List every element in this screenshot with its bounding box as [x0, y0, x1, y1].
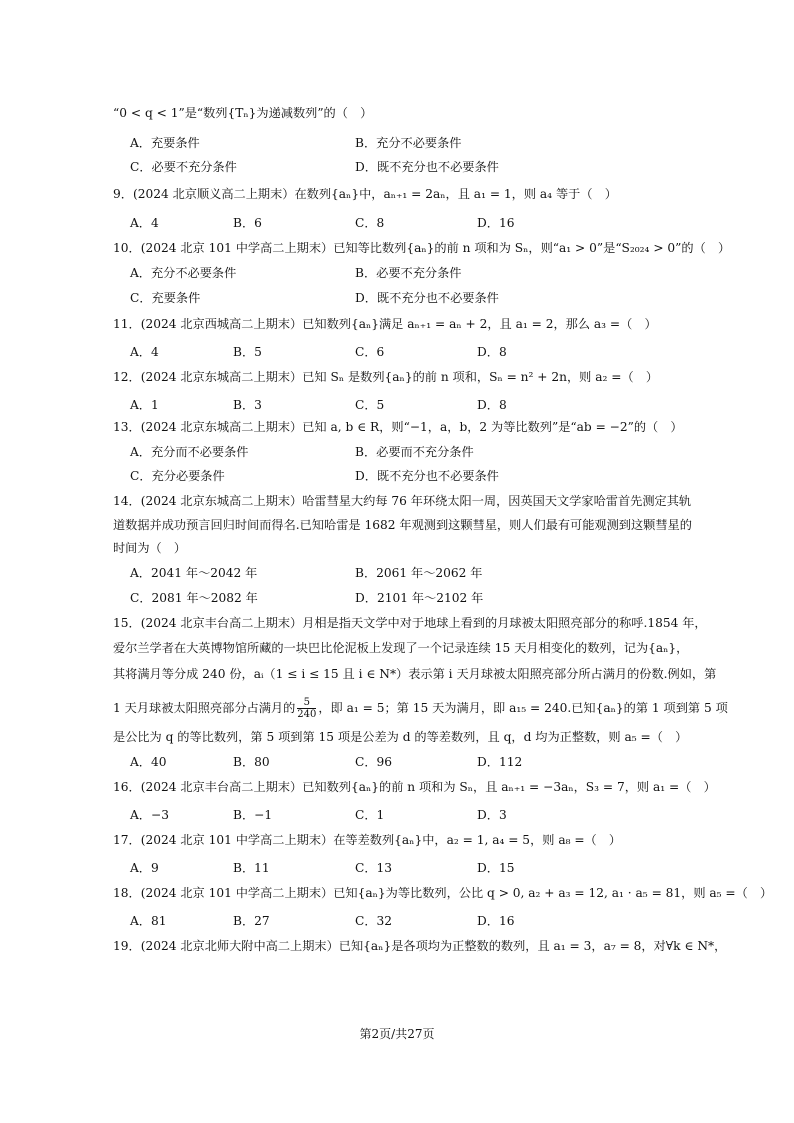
option-c: C．6 — [355, 345, 385, 359]
question-19: 19．(2024 北京北师大附中高二上期末）已知{aₙ}是各项均为正整数的数列，且 a₁ = 3，a₇ = 8，对∀k ∈ N*， — [113, 939, 727, 953]
question-15-line-2: 爱尔兰学者在大英博物馆所藏的一块巴比伦泥板上发现了一个记录连续 15 天月相变化的数列，记为{aₙ}， — [113, 641, 689, 655]
fraction-denominator: 240 — [297, 709, 317, 720]
option-b: B．11 — [233, 861, 270, 875]
option-b: B．必要不充分条件 — [355, 266, 462, 280]
question-11: 11．(2024 北京西城高二上期末）已知数列{aₙ}满足 aₙ₊₁ = aₙ + 2，且 a₁ = 2，那么 a₃ =（ ） — [113, 317, 657, 331]
option-a: A．40 — [130, 755, 167, 769]
option-c: C．必要不充分条件 — [130, 160, 237, 174]
option-a: A．2041 年～2042 年 — [130, 566, 258, 580]
question-16: 16．(2024 北京丰台高二上期末）已知数列{aₙ}的前 n 项和为 Sₙ，且 aₙ₊₁ = −3aₙ，S₃ = 7，则 a₁ =（ ） — [113, 780, 716, 794]
option-c: C．充要条件 — [130, 291, 201, 305]
option-a: A．81 — [130, 914, 167, 928]
option-a: A．4 — [130, 345, 159, 359]
option-a: A．9 — [130, 861, 159, 875]
option-c: C．8 — [355, 216, 385, 230]
option-c: C．5 — [355, 398, 385, 412]
option-c: C．1 — [355, 808, 385, 822]
question-15-line-5: 是公比为 q 的等比数列，第 5 项到第 15 项是公差为 d 的等差数列，且 q，d 均为正整数，则 a₅ =（ ） — [113, 730, 688, 744]
fraction-numerator: 5 — [297, 697, 316, 709]
option-a: A．充要条件 — [130, 136, 200, 150]
option-b: B．充分不必要条件 — [355, 136, 462, 150]
option-b: B．5 — [233, 345, 262, 359]
option-c: C．32 — [355, 914, 393, 928]
fraction-5-240 — [297, 697, 316, 720]
question-stem: “0 < q < 1”是“数列{Tₙ}为递减数列”的（ ） — [113, 106, 373, 120]
question-10: 10．(2024 北京 101 中学高二上期末）已知等比数列{aₙ}的前 n 项和为 Sₙ，则“a₁ > 0”是“S₂₀₂₄ > 0”的（ ） — [113, 241, 731, 255]
question-15-line-1: 15．(2024 北京丰台高二上期末）月相是指天文学中对于地球上看到的月球被太阳照亮部分的称呼.1854 年， — [113, 616, 707, 630]
question-9: 9．(2024 北京顺义高二上期末）在数列{aₙ}中，aₙ₊₁ = 2aₙ，且 a₁ = 1，则 a₄ 等于（ ） — [113, 187, 617, 201]
option-a: A．1 — [130, 398, 159, 412]
question-15-line-3: 其将满月等分成 240 份，aᵢ（1 ≤ i ≤ 15 且 i ∈ N*）表示第 i 天月球被太阳照亮部分所占满月的份数.例如，第 — [113, 667, 717, 681]
option-b: B．27 — [233, 914, 270, 928]
option-d: D．16 — [477, 914, 515, 928]
question-17: 17．(2024 北京 101 中学高二上期末）在等差数列{aₙ}中，a₂ = 1, a₄ = 5，则 a₈ =（ ） — [113, 833, 622, 847]
option-d: D．3 — [477, 808, 507, 822]
option-d: D．8 — [477, 398, 507, 412]
option-c: C．2081 年～2082 年 — [130, 591, 258, 605]
option-d: D．15 — [477, 861, 515, 875]
page-footer: 第2页/共27页 — [359, 1027, 435, 1041]
option-b: B．6 — [233, 216, 262, 230]
question-14-line-3: 时间为（ ） — [113, 541, 187, 555]
option-d: D．8 — [477, 345, 507, 359]
question-18: 18．(2024 北京 101 中学高二上期末）已知{aₙ}为等比数列，公比 q > 0, a₂ + a₃ = 12, a₁ · a₅ = 81，则 a₅ =（ ） — [113, 886, 773, 900]
question-15-line-4-text-a: 1 天月球被太阳照亮部分占满月的 — [113, 701, 296, 715]
option-d: D．既不充分也不必要条件 — [355, 160, 499, 174]
option-b: B．必要而不充分条件 — [355, 445, 474, 459]
question-15-line-4 — [113, 697, 728, 720]
option-c: C．充分必要条件 — [130, 469, 225, 483]
option-d: D．既不充分也不必要条件 — [355, 291, 499, 305]
option-d: D．2101 年～2102 年 — [355, 591, 484, 605]
option-c: C．96 — [355, 755, 393, 769]
option-d: D．112 — [477, 755, 523, 769]
option-a: A．充分不必要条件 — [130, 266, 237, 280]
option-a: A．充分而不必要条件 — [130, 445, 249, 459]
option-d: D．16 — [477, 216, 515, 230]
question-15-line-4-text-b: ，即 a₁ = 5；第 15 天为满月，即 a₁₅ = 240.已知{aₙ}的第 1 项到第 5 项 — [318, 701, 728, 715]
option-c: C．13 — [355, 861, 393, 875]
option-d: D．既不充分也不必要条件 — [355, 469, 499, 483]
option-b: B．80 — [233, 755, 270, 769]
option-a: A．−3 — [130, 808, 169, 822]
question-12: 12．(2024 北京东城高二上期末）已知 Sₙ 是数列{aₙ}的前 n 项和，Sₙ = n² + 2n，则 a₂ =（ ） — [113, 370, 659, 384]
question-14-line-1: 14．(2024 北京东城高二上期末）哈雷彗星大约每 76 年环绕太阳一周，因英国天文学家哈雷首先测定其轨 — [113, 494, 692, 508]
option-a: A．4 — [130, 216, 159, 230]
option-b: B．3 — [233, 398, 262, 412]
question-13: 13．(2024 北京东城高二上期末）已知 a, b ∈ R，则“−1，a，b，2 为等比数列”是“ab = −2”的（ ） — [113, 420, 683, 434]
question-14-line-2: 道数据并成功预言回归时间而得名.已知哈雷是 1682 年观测到这颗彗星，则人们最有可能观测到这颗彗星的 — [113, 518, 692, 532]
option-b: B．−1 — [233, 808, 273, 822]
option-b: B．2061 年～2062 年 — [355, 566, 483, 580]
